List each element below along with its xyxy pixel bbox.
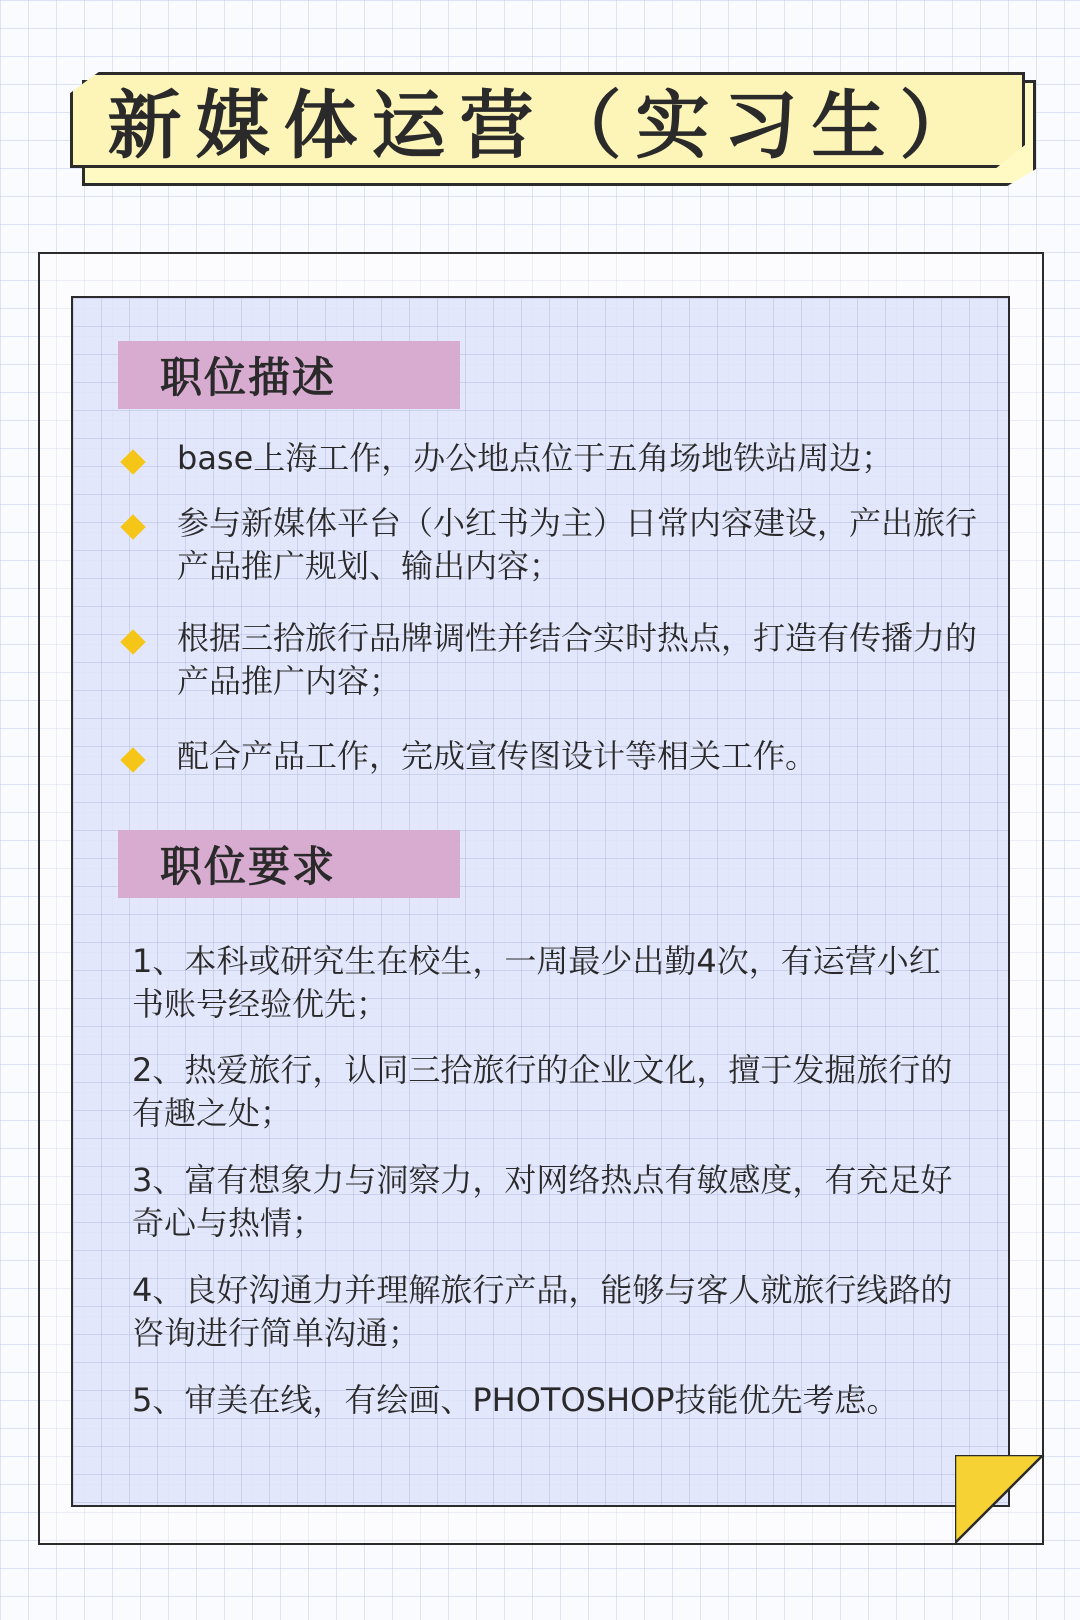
diamond-bullet-icon	[120, 747, 145, 772]
description-item-text: 参与新媒体平台（小红书为主）日常内容建设，产出旅行产品推广规划、输出内容；	[177, 504, 978, 585]
requirement-item: 1、本科或研究生在校生，一周最少出勤4次，有运营小红书账号经验优先；	[132, 942, 941, 1023]
requirement-item: 5、审美在线，有绘画、PHOTOSHOP技能优先考虑。	[132, 1381, 899, 1419]
diamond-bullet-icon	[120, 629, 145, 654]
requirement-item: 3、富有想象力与洞察力，对网络热点有敏感度，有充足好奇心与热情；	[132, 1161, 953, 1242]
description-item	[118, 502, 978, 588]
section-heading-description: 职位描述	[118, 341, 460, 409]
description-item	[118, 437, 978, 480]
section-heading-requirements: 职位要求	[118, 830, 460, 898]
diamond-bullet-icon	[120, 514, 145, 539]
description-item-text: 配合产品工作，完成宣传图设计等相关工作。	[177, 737, 818, 775]
requirement-item: 4、良好沟通力并理解旅行产品，能够与客人就旅行线路的咨询进行简单沟通；	[132, 1271, 953, 1352]
requirement-item: 2、热爱旅行，认同三拾旅行的企业文化，擅于发掘旅行的有趣之处；	[132, 1051, 953, 1132]
description-item	[118, 617, 978, 703]
diamond-bullet-icon	[120, 449, 145, 474]
description-item-text: base上海工作，办公地点位于五角场地铁站周边；	[177, 439, 894, 477]
description-item-text: 根据三拾旅行品牌调性并结合实时热点，打造有传播力的产品推广内容；	[177, 619, 978, 700]
corner-fold-decoration	[955, 1455, 1045, 1545]
description-item	[118, 735, 978, 778]
page-title: 新媒体运营（实习生）	[107, 83, 988, 169]
